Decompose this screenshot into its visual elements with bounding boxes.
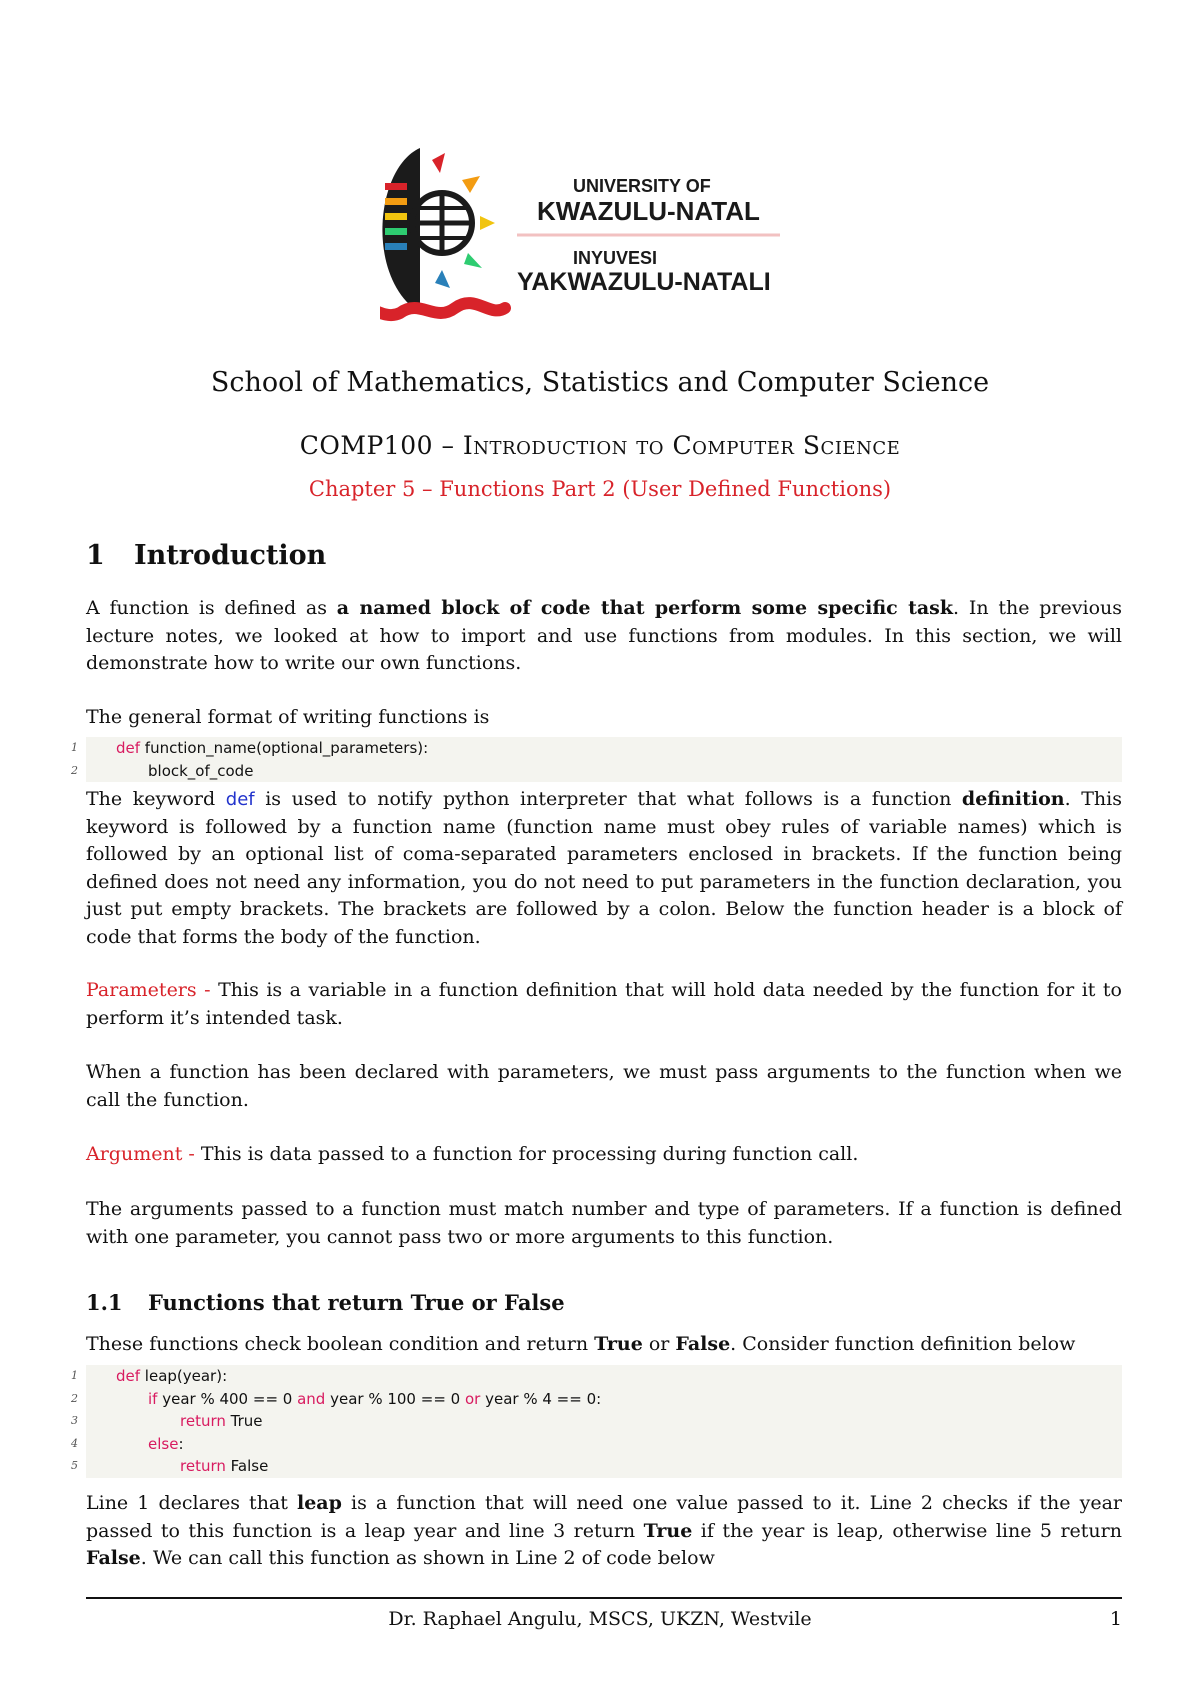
code-line bbox=[71, 1410, 1122, 1433]
text-run: This is data passed to a function for processing during function call. bbox=[194, 1143, 859, 1165]
logo-line-4: YAKWAZULU-NATALI bbox=[517, 268, 771, 296]
text-run: is used to notify python interpreter that what follows is a function bbox=[254, 788, 962, 810]
emphasis-text: definition bbox=[961, 788, 1065, 810]
arguments-match-paragraph: The arguments passed to a function must match number and type of parameters. If a function is defined with one parameter, you cannot pass two or more arguments to this function. bbox=[86, 1198, 1122, 1248]
line-number: 5 bbox=[71, 1459, 78, 1472]
code-line bbox=[71, 1365, 1122, 1388]
keyword: or bbox=[464, 1389, 481, 1408]
code-text: True bbox=[225, 1412, 263, 1430]
code-text: year % 400 == 0 bbox=[157, 1389, 298, 1408]
code-text: year % 100 == 0 bbox=[325, 1389, 465, 1408]
code-text: leap(year): bbox=[140, 1367, 228, 1385]
emphasis-true: True bbox=[643, 1519, 693, 1542]
line-number: 1 bbox=[71, 741, 78, 754]
term-argument: Argument - bbox=[86, 1143, 195, 1165]
text-run: Line 1 declares that bbox=[86, 1492, 297, 1514]
emphasis-false: False bbox=[675, 1333, 731, 1355]
code-line bbox=[71, 1433, 1122, 1456]
code-text: False bbox=[225, 1457, 269, 1475]
intro-paragraph bbox=[86, 595, 1122, 678]
keyword: def bbox=[116, 1367, 141, 1385]
code-line bbox=[71, 737, 1122, 760]
parameters-definition bbox=[86, 977, 1122, 1032]
footer-divider bbox=[86, 1597, 1122, 1599]
line-number: 1 bbox=[71, 1369, 78, 1382]
emphasis-false: False bbox=[86, 1547, 141, 1569]
argument-definition bbox=[86, 1141, 1122, 1169]
emphasis-true: True bbox=[594, 1333, 643, 1355]
code-text: : bbox=[178, 1434, 184, 1453]
text-run: . Consider function definition below bbox=[730, 1333, 1076, 1355]
logo-line-1: UNIVERSITY OF bbox=[573, 176, 711, 196]
subsection-title: Functions that return True or False bbox=[148, 1290, 565, 1315]
keyword: and bbox=[297, 1389, 326, 1408]
code-line bbox=[71, 1388, 1122, 1411]
section-title: Introduction bbox=[134, 540, 327, 571]
code-text: year % 4 == 0: bbox=[480, 1389, 602, 1408]
code-text: block_of_code bbox=[148, 761, 254, 780]
boolean-functions-paragraph bbox=[86, 1331, 1122, 1359]
line-number: 2 bbox=[71, 763, 78, 777]
logo-line-2: KWAZULU-NATAL bbox=[537, 196, 760, 226]
school-name: School of Mathematics, Statistics and Computer Science bbox=[210, 367, 990, 398]
logo-line-3: INYUVESI bbox=[573, 248, 658, 268]
emphasis-text: a named block of code that perform some specific task bbox=[336, 597, 954, 619]
course-title: COMP100 – Introduction to Computer Science bbox=[299, 431, 901, 460]
keyword: if bbox=[148, 1389, 158, 1408]
line-number: 2 bbox=[71, 1391, 78, 1405]
text-run: This is a variable in a function definition that will hold data needed by the function for it to perform it’s intended task. bbox=[86, 979, 1122, 1029]
university-logo bbox=[380, 148, 850, 363]
footer-author: Dr. Raphael Angulu, MSCS, UKZN, Westvile bbox=[388, 1608, 812, 1630]
code-line bbox=[71, 1455, 1122, 1478]
code-block-leap-function bbox=[71, 1365, 1122, 1478]
section-number: 1 bbox=[86, 540, 105, 571]
keyword: else bbox=[148, 1434, 179, 1453]
line-number: 4 bbox=[71, 1436, 78, 1450]
subsection-number: 1.1 bbox=[86, 1290, 123, 1315]
emphasis-leap: leap bbox=[297, 1492, 342, 1514]
def-keyword-paragraph bbox=[86, 786, 1122, 951]
line-number: 3 bbox=[71, 1414, 78, 1427]
keyword: return bbox=[180, 1412, 226, 1430]
text-run: . In the previous lecture notes, we looked at how to import and use functions from modules. In this section, we will demonstrate how to write our own functions. bbox=[86, 597, 1122, 674]
leap-explanation-paragraph bbox=[86, 1490, 1122, 1573]
code-block-function-format bbox=[71, 737, 1122, 782]
chapter-title: Chapter 5 – Functions Part 2 (User Defined Functions) bbox=[308, 477, 892, 501]
text-run: is a function that will need one value passed to it. Line 2 checks if the year passed to this function is a leap year and line 3 return bbox=[86, 1492, 1122, 1542]
term-parameters: Parameters - bbox=[86, 979, 211, 1001]
text-run: A function is defined as bbox=[86, 597, 337, 619]
text-run: . This keyword is followed by a function name (function name must obey rules of variable names) which is followed by an optional list of coma-separated parameters enclosed in brackets. If the function being defined does not need any information, you do not need to put parameters in the function declaration, you just put empty brackets. The brackets are followed by a colon. Below the function header is a block of code that forms the body of the function. bbox=[86, 788, 1122, 948]
code-text: function_name(optional_parameters): bbox=[140, 739, 429, 757]
arguments-paragraph: When a function has been declared with parameters, we must pass arguments to the function when we call the function. bbox=[86, 1061, 1122, 1111]
text-run: These functions check boolean condition and return bbox=[86, 1333, 595, 1355]
def-keyword: def bbox=[225, 789, 255, 810]
code-line bbox=[71, 760, 1122, 783]
subsection-heading-true-false bbox=[86, 1290, 565, 1315]
text-run: . We can call this function as shown in Line 2 of code below bbox=[140, 1547, 715, 1569]
text-run: The keyword bbox=[86, 788, 226, 810]
text-run: or bbox=[642, 1333, 676, 1355]
section-heading-introduction bbox=[86, 540, 326, 571]
general-format-paragraph: The general format of writing functions is bbox=[86, 706, 490, 728]
keyword: return bbox=[180, 1457, 226, 1475]
keyword: def bbox=[116, 739, 141, 757]
text-run: if the year is leap, otherwise line 5 return bbox=[692, 1519, 1122, 1542]
page-number: 1 bbox=[1109, 1608, 1122, 1630]
